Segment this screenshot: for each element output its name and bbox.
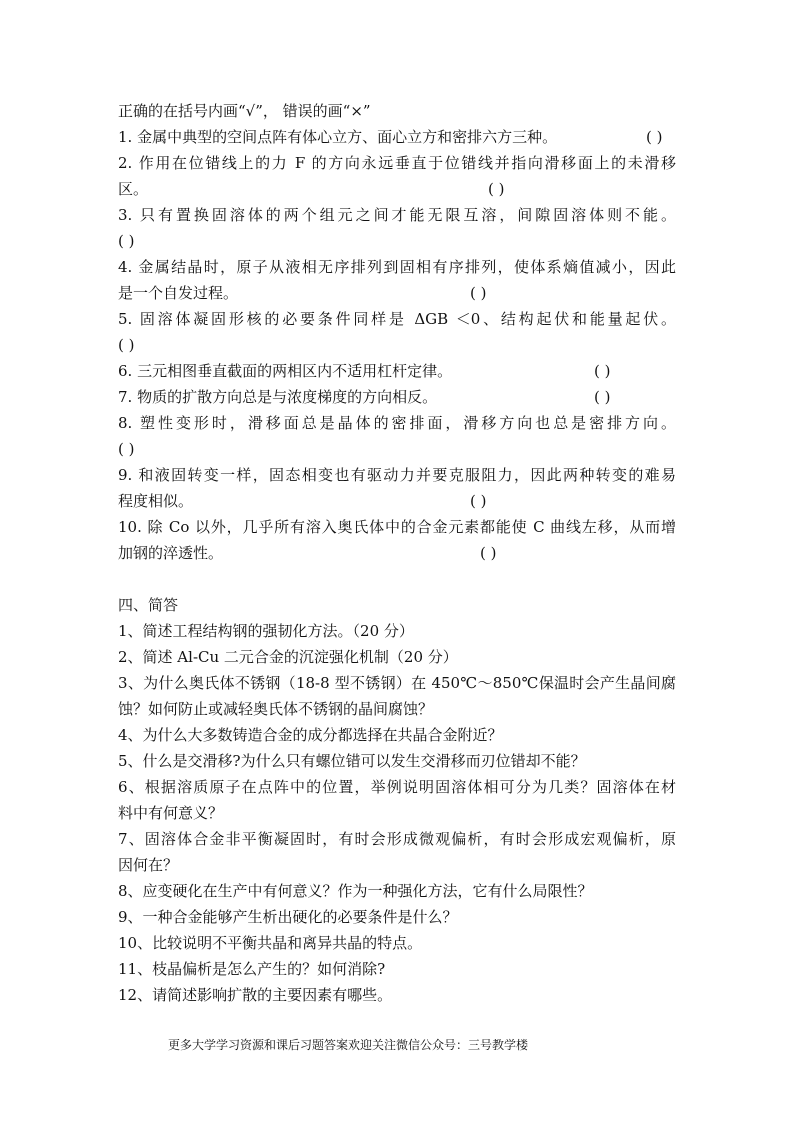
- judge-item-3-cont: [118, 228, 676, 254]
- judge-item-5: [118, 306, 676, 332]
- judge-item-4: [118, 254, 676, 280]
- question-4: 4、为什么大多数铸造合金的成分都选择在共晶合金附近？: [118, 726, 503, 744]
- question-8: 8、应变硬化在生产中有何意义？作为一种强化方法，它有什么局限性？: [118, 882, 593, 900]
- judge-item-text: 1. 金属中典型的空间点阵有体心立方、面心立方和密排六方三种。: [118, 128, 558, 146]
- judge-item-text: 加钢的淬透性。: [118, 544, 224, 562]
- answer-bracket[interactable]: ( ): [470, 284, 487, 302]
- judge-item-6: [118, 358, 676, 384]
- question-text: 6、根据溶质原子在点阵中的位置，举例说明固溶体相可分为几类？固溶体在材: [118, 778, 676, 796]
- section-heading: 四、简答: [118, 596, 179, 614]
- question-3: [118, 670, 676, 696]
- question-10: 10、比较说明不平衡共晶和离异共晶的特点。: [118, 934, 423, 952]
- question-6: [118, 774, 676, 800]
- judge-item-text: 4. 金属结晶时，原子从液相无序排列到固相有序排列，使体系熵值减小，因此: [118, 258, 676, 276]
- judge-item-10: [118, 514, 676, 540]
- answer-bracket[interactable]: ( ): [470, 492, 487, 510]
- judge-item-text: 10. 除 Co 以外，几乎所有溶入奥氏体中的合金元素都能使 C 曲线左移，从而增: [118, 518, 676, 536]
- judge-item-text: 3. 只有置换固溶体的两个组元之间才能无限互溶，间隙固溶体则不能。: [118, 206, 676, 224]
- judge-item-text: 8. 塑性变形时，滑移面总是晶体的密排面，滑移方向也总是密排方向。: [118, 414, 676, 432]
- document-body: [118, 98, 676, 1008]
- judge-item-7: [118, 384, 676, 410]
- question-11: 11、枝晶偏析是怎么产生的？如何消除?: [118, 960, 386, 978]
- answer-bracket[interactable]: ( ): [118, 440, 135, 458]
- footer-note: 更多大学学习资源和课后习题答案欢迎关注微信公众号：三号教学楼: [168, 1038, 529, 1052]
- question-text: 7、固溶体合金非平衡凝固时，有时会形成微观偏析，有时会形成宏观偏析，原: [118, 830, 676, 848]
- answer-bracket[interactable]: ( ): [594, 362, 611, 380]
- answer-bracket[interactable]: ( ): [118, 336, 135, 354]
- judge-item-text: 2. 作用在位错线上的力 F 的方向永远垂直于位错线并指向滑移面上的未滑移: [118, 154, 676, 172]
- question-7-cont: 因何在？: [118, 856, 179, 874]
- judge-item-3: [118, 202, 676, 228]
- judge-item-9: [118, 462, 676, 488]
- judge-item-text: 区。: [118, 180, 149, 198]
- question-9: 9、一种合金能够产生析出硬化的必要条件是什么？: [118, 908, 458, 926]
- judge-item-2: [118, 150, 676, 176]
- judge-item-8: [118, 410, 676, 436]
- answer-bracket[interactable]: ( ): [594, 388, 611, 406]
- question-1: 1、简述工程结构钢的强韧化方法。（20 分）: [118, 622, 414, 640]
- judge-item-8-cont: [118, 436, 676, 462]
- judge-item-text: 程度相似。: [118, 492, 194, 510]
- section-spacer: [118, 566, 676, 592]
- judge-item-10-cont: [118, 540, 676, 566]
- question-2: 2、简述 Al-Cu 二元合金的沉淀强化机制（20 分）: [118, 648, 458, 666]
- judge-item-9-cont: [118, 488, 676, 514]
- answer-bracket[interactable]: ( ): [646, 128, 663, 146]
- question-12: 12、请简述影响扩散的主要因素有哪些。: [118, 986, 393, 1004]
- answer-bracket[interactable]: ( ): [480, 544, 497, 562]
- question-3-cont: 蚀？如何防止或减轻奥氏体不锈钢的晶间腐蚀？: [118, 700, 434, 718]
- question-text: 3、为什么奥氏体不锈钢（18-8 型不锈钢）在 450℃～850℃保温时会产生晶间腐: [118, 674, 676, 692]
- judge-item-4-cont: [118, 280, 676, 306]
- answer-bracket[interactable]: ( ): [488, 180, 505, 198]
- question-5: 5、什么是交滑移?为什么只有螺位错可以发生交滑移而刃位错却不能？: [118, 752, 586, 770]
- judge-item-text: 9. 和液固转变一样，固态相变也有驱动力并要克服阻力，因此两种转变的难易: [118, 466, 676, 484]
- judge-item-1: [118, 124, 676, 150]
- judge-instruction: 正确的在括号内画“√”， 错误的画“×”: [118, 102, 371, 120]
- question-6-cont: 料中有何意义？: [118, 804, 224, 822]
- judge-item-text: 是一个自发过程。: [118, 284, 239, 302]
- question-7: [118, 826, 676, 852]
- judge-item-2-cont: [118, 176, 676, 202]
- judge-item-text: 5. 固溶体凝固形核的必要条件同样是 ΔGB ＜0、结构起伏和能量起伏。: [118, 310, 676, 328]
- answer-bracket[interactable]: ( ): [118, 232, 135, 250]
- judge-item-text: 7. 物质的扩散方向总是与浓度梯度的方向相反。: [118, 388, 438, 406]
- judge-item-5-cont: [118, 332, 676, 358]
- judge-item-text: 6. 三元相图垂直截面的两相区内不适用杠杆定律。: [118, 362, 453, 380]
